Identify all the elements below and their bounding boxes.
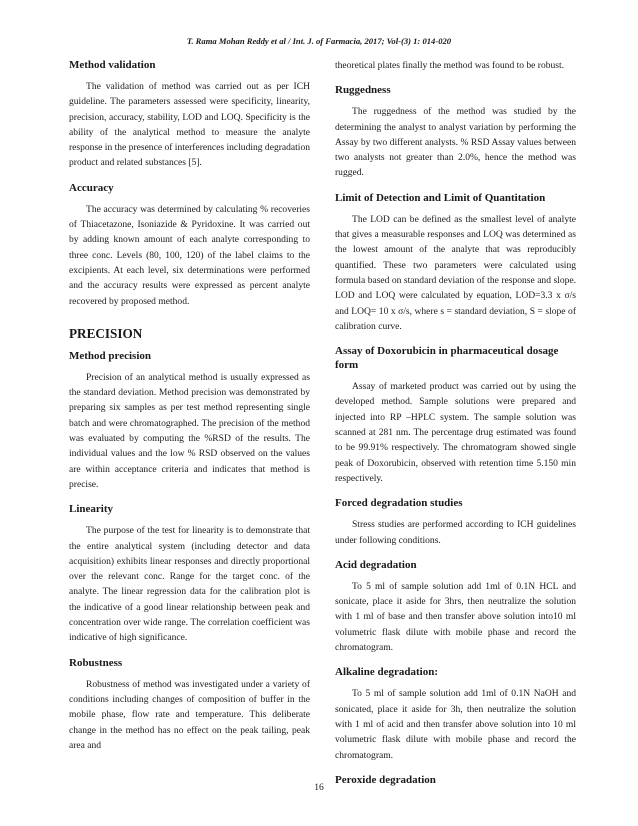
section-heading-robustness: Robustness [69,656,123,669]
section-heading-precision: PRECISION [69,325,143,341]
section-heading-forced-degradation: Forced degradation studies [335,497,463,510]
paragraph-lod-loq: The LOD can be defined as the smallest level of analyte that gives a measurable responses and LOQ was determined as the lowest amount of the analyte that was reproducibly quantified. These two parameters were calculated using formula based on standard deviation of the response and slope. LOD and LOQ were calculated by equation, LOD=3.3 x σ/s and LOQ= 10 x σ/s, where s = standard deviation, S = slope of calibration curve. [335,213,576,332]
section-heading-assay: Assay of Doxorubicin in pharmaceutical dosage form [335,345,559,372]
paragraph-robustness-continued: theoretical plates finally the method was found to be robust. [335,60,565,71]
paragraph-acid-degradation: To 5 ml of sample solution add 1ml of 0.1N HCL and sonicate, place it aside for 3hrs, then neutralize the solution with 1 ml of base and then transfer above solution into10 ml volumetric flask dilute with mobile phase and record the chromatogram. [335,580,576,654]
section-heading-method-validation: Method validation [69,59,156,71]
right-column [335,58,576,794]
section-heading-method-precision: Method precision [69,349,151,362]
running-header: T. Rama Mohan Reddy et al / Int. J. of Farmacia, 2017; Vol-(3) 1: 014-020 [186,36,452,46]
paragraph-forced-degradation: Stress studies are performed according to ICH guidelines under following conditions. [335,519,576,546]
paragraph-linearity: The purpose of the test for linearity is to demonstrate that the entire analytical system (including detector and data acquisition) exhibits linear responses and directly proportional over the relevant conc. Range for the target conc. of the analyte. The linear regression data for the calibration plot is the indicative of a good linear relationship between peak and concentration over wide range. The correlation coefficient was indicative of high significance. [69,525,310,644]
left-column [69,58,310,763]
paragraph-robustness: Robustness of method was investigated under a variety of conditions including changes of composition of buffer in the mobile phase, flow rate and temperature. This deliberate change in the method has no effect on the peak tailing, peak area and [69,678,310,751]
section-heading-ruggedness: Ruggedness [335,84,391,97]
paragraph-ruggedness: The ruggedness of the method was studied by the determining the analyst to analyst variation by performing the Assay by two different analysts. % RSD Assay values between two analysts not greater than 2.0%, hence the method was rugged. [335,106,576,179]
paragraph-assay: Assay of marketed product was carried out by using the developed method. Sample solutions were prepared and injected into RP –HPLC system. The sample solution was scanned at 281 nm. The percentage drug estimated was found to be 99.91% respectively. The chromatogram showed single peak of Doxorubicin, observed with retention time 5.150 min respectively. [335,381,576,484]
section-heading-peroxide-degradation: Peroxide degradation [335,773,436,786]
paragraph-alkaline-degradation: To 5 ml of sample solution add 1ml of 0.1N NaOH and sonicated, place it aside for 3h, then neutralize the solution with 1 ml of acid and then transfer above solution into 10 ml volumetric flask dilute with mobile phase and record the chromatogram. [335,688,576,761]
paragraph-method-precision: Precision of an analytical method is usually expressed as the standard deviation. Method precision was demonstrated by preparing six samples as per test method representing single batch and were chromatographed. The precision of the method was evaluated by computing the %RSD of the results. The individual values and the low % RSD observed on the values are within acceptance criteria and indicates that method is precise. [69,371,310,490]
paragraph-accuracy: The accuracy was determined by calculating % recoveries of Thiacetazone, Isoniazide & Pyridoxine. It was carried out by adding known amount of each analyte corresponding to three conc. Levels (80, 100, 120) of the label claims to the excipients. At each level, six determinations were performed and the accuracy results were expressed as percent analyte recovered by proposed method. [69,203,310,307]
section-heading-linearity: Linearity [69,503,113,516]
section-heading-acid-degradation: Acid degradation [335,558,417,571]
paragraph-method-validation: The validation of method was carried out as per ICH guideline. The parameters assessed were specificity, linearity, precision, accuracy, stability, LOD and LOQ. Specificity is the ability of the analytical method to measure the analyte response in the presence of interferences including degradation product and related substances [5]. [69,81,310,169]
page-number: 16 [314,782,324,793]
section-heading-lod-loq: Limit of Detection and Limit of Quantitation [335,191,546,204]
section-heading-accuracy: Accuracy [69,181,114,194]
section-heading-alkaline-degradation: Alkaline degradation: [335,666,438,679]
